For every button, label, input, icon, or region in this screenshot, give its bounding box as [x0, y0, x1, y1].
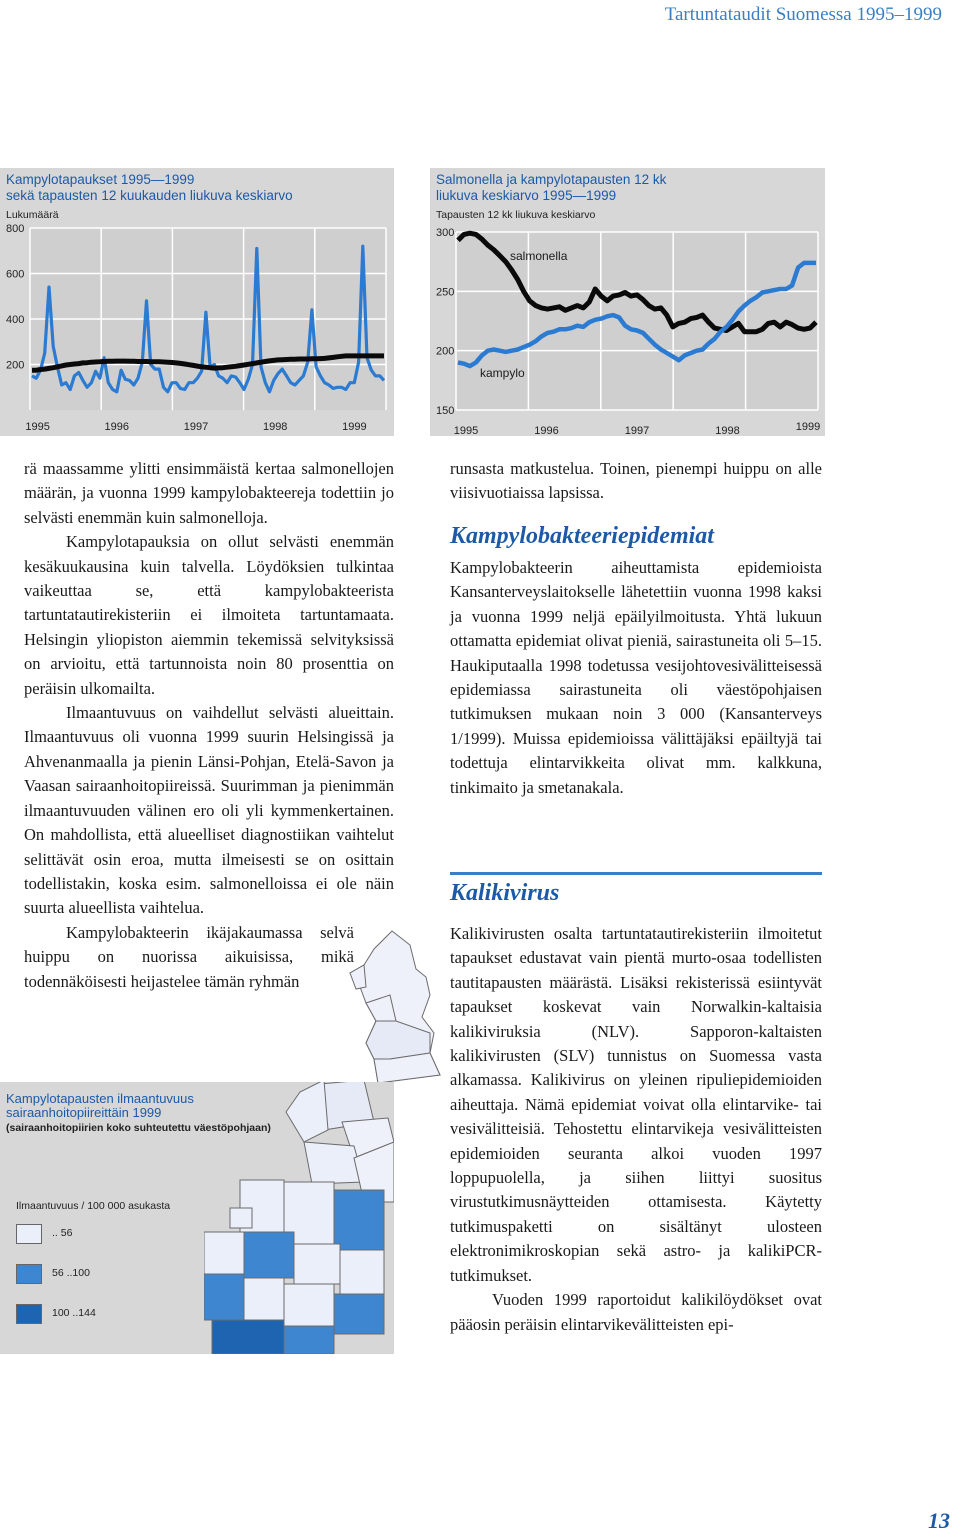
- y-tick-label: 150: [436, 405, 455, 417]
- map-title-line1: Kampylotapausten ilmaantuvuus: [6, 1091, 194, 1106]
- page-number: 13: [928, 1508, 950, 1533]
- legend-label: .. 56: [52, 1227, 73, 1239]
- paragraph: Kampylotapauksia on ollut selvästi enemmän kesäkuukausina kuin talvella. Löydöksien tulkintaa vaikeuttaa se, että kampylobakteerista tartuntatautirekisteriin ei ilmoiteta tartuntamaata. Helsingin yliopiston aiemmin tekemissä selvityksissä on arvioitu, että tartunnoista noin 80 prosenttia on peräisin ulkomailta.: [24, 532, 394, 698]
- map-title-line2: sairaanhoitopiireittäin 1999: [6, 1105, 162, 1120]
- x-tick-label: 1996: [104, 421, 130, 433]
- map-panel: [0, 1082, 394, 1354]
- chart-left-title-line2: sekä tapausten 12 kuukauden liukuva keskiarvo: [6, 188, 293, 203]
- y-tick-label: 600: [6, 268, 25, 281]
- chart-right-title-line2: liukuva keskiarvo 1995—1999: [436, 188, 617, 203]
- y-tick-label: 200: [436, 345, 455, 358]
- legend-label: 100 ..144: [52, 1307, 96, 1319]
- chart-right-svg: [430, 168, 825, 436]
- legend-swatch: [16, 1304, 42, 1324]
- y-tick-label: 200: [6, 359, 25, 372]
- paragraph: Ilmaantuvuus on vaihdellut selvästi alueittain. Ilmaantuvuus oli vuonna 1999 suurin Helsingissä ja Ahvenanmaalla ja pienin Länsi-Pohjan, Etelä-Savon ja Vaasan sairaanhoitopiireissä. Suurimman ja pienimmän ilmaantuvuuden välinen ero oli yli kymmenkertainen. On mahdollista, että alueelliset diagnostiikan vaihtelut selittävät osin eroa, mutta ilmeisesti se on osittain todellistakin, koska esim. salmonelloissa ei ole näin suurta alueellista vaihtelua.: [24, 703, 394, 918]
- body-section-epidemiat: [450, 556, 822, 800]
- paragraph: Kampylobakteerin ikäjakaumassa selvä huippu on nuorissa aikuisissa, mikä todennäköisesti heijastelee tämän ryhmän: [24, 922, 354, 991]
- series-label-kampylo: kampylo: [480, 366, 525, 380]
- paragraph: Vuoden 1999 raportoidut kalikilöydökset ovat pääosin peräisin elintarvikevälitteisten epi-: [450, 1290, 822, 1334]
- x-tick-label: 1998: [262, 421, 288, 433]
- finland-map-upper: [330, 925, 450, 1085]
- legend-item-mid: [16, 1264, 216, 1284]
- legend-item-low: [16, 1224, 216, 1244]
- series-label-salmonella: salmonella: [510, 249, 568, 263]
- section-rule: [450, 872, 822, 875]
- x-tick-label: 1999: [795, 421, 821, 433]
- body-column-right-top: [450, 457, 822, 506]
- x-tick-label: 1995: [25, 421, 50, 433]
- map-subtitle: (sairaanhoitopiirien koko suhteutettu väestöpohjaan): [6, 1122, 271, 1134]
- x-tick-label: 1997: [624, 425, 650, 436]
- legend-swatch: [16, 1224, 42, 1244]
- chart-left-ylabel: Lukumäärä: [6, 209, 59, 221]
- chart-right-ylabel: Tapausten 12 kk liukuva keskiarvo: [436, 209, 596, 221]
- chart-left-svg: [0, 168, 394, 436]
- chart-left-title-line1: Kampylotapaukset 1995—1999: [6, 172, 195, 187]
- finland-map-lower: [204, 1082, 394, 1354]
- x-tick-label: 1999: [342, 421, 367, 433]
- y-tick-label: 250: [436, 286, 455, 299]
- x-tick-label: 1998: [715, 425, 740, 436]
- heading-kampylobakteeriepidemiat: Kampylobakteeriepidemiat: [450, 523, 714, 549]
- y-tick-label: 800: [6, 223, 25, 235]
- paragraph: Kalikivirusten osalta tartuntatautirekisteriin ilmoitetut tapaukset edustavat vain pientä murto-osaa todellisten tautitapausten määrästä. Lisäksi rekisterissä esiintyvät tapaukset koskevat vain Norwalkin-kaltaisia kalikiviruksia (NLV). Sapporon-kaltaisten kalikivirusten (SLV) tunnistus on Suomessa vasta alkamassa. Kalikivirus on yleinen ripuliepidemioiden aiheuttaja. Nämä epidemiat voivat olla elintarvike- tai vesivälitteisiä. Tehostettu elintarvikeja vesivälitteisten epidemioiden seuranta alkoi vuoden 1997 loppupuolella, ja siihen liittyi suositus virustutkimusnäytteiden ottamisesta. Käytetty tutkimuspaketti on sisältänyt ulosteen elektronimikroskopian sekä astro- ja kalikiPCR-tutkimukset.: [450, 924, 822, 1285]
- legend-item-high: [16, 1304, 216, 1324]
- legend-label: 56 ..100: [52, 1267, 90, 1279]
- running-head: Tartuntataudit Suomessa 1995–1999: [664, 4, 942, 25]
- chart-left-panel: [0, 168, 394, 436]
- chart-right-title-line1: Salmonella ja kampylotapausten 12 kk: [436, 172, 667, 187]
- y-tick-label: 300: [436, 227, 455, 239]
- paragraph: rä maassamme ylitti ensimmäistä kertaa salmonellojen määrän, ja vuonna 1999 kampylobakteereja todettiin jo selvästi enemmän kuin salmonelloja.: [24, 459, 394, 527]
- x-tick-label: 1997: [183, 421, 209, 433]
- paragraph: runsasta matkustelua. Toinen, pienempi huippu on alle viisivuotiaissa lapsissa.: [450, 459, 822, 503]
- body-section-kalikivirus: [450, 922, 822, 1337]
- y-tick-label: 400: [6, 314, 25, 326]
- body-column-left: [24, 457, 394, 994]
- legend-swatch: [16, 1264, 42, 1284]
- paragraph: Kampylobakteerin aiheuttamista epidemioista Kansanterveyslaitokselle lähetettiin vuonna 1998 kaksi ja vuonna 1999 neljä epäilyilmoitusta. Yhtä lukuun ottamatta epidemiat olivat pieniä, sairastuneita oli 5–15. Haukiputaalla 1998 todetussa vesijohtovesivälitteisessä epidemiassa sairastuneita oli väestöpohjaisen tutkimuksen mukaan noin 3 000 (Kansanterveys 1/1999). Muissa epidemioissa välittäjäksi epäiltyjä tai todettuja elintarvikkeita olivat mm. kalkkuna, tinkimaito ja smetanakala.: [450, 558, 822, 797]
- chart-right-panel: [430, 168, 825, 436]
- x-tick-label: 1995: [453, 425, 479, 436]
- legend-title: Ilmaantuvuus / 100 000 asukasta: [16, 1200, 171, 1212]
- heading-kalikivirus: Kalikivirus: [450, 880, 560, 906]
- x-tick-label: 1996: [534, 425, 559, 436]
